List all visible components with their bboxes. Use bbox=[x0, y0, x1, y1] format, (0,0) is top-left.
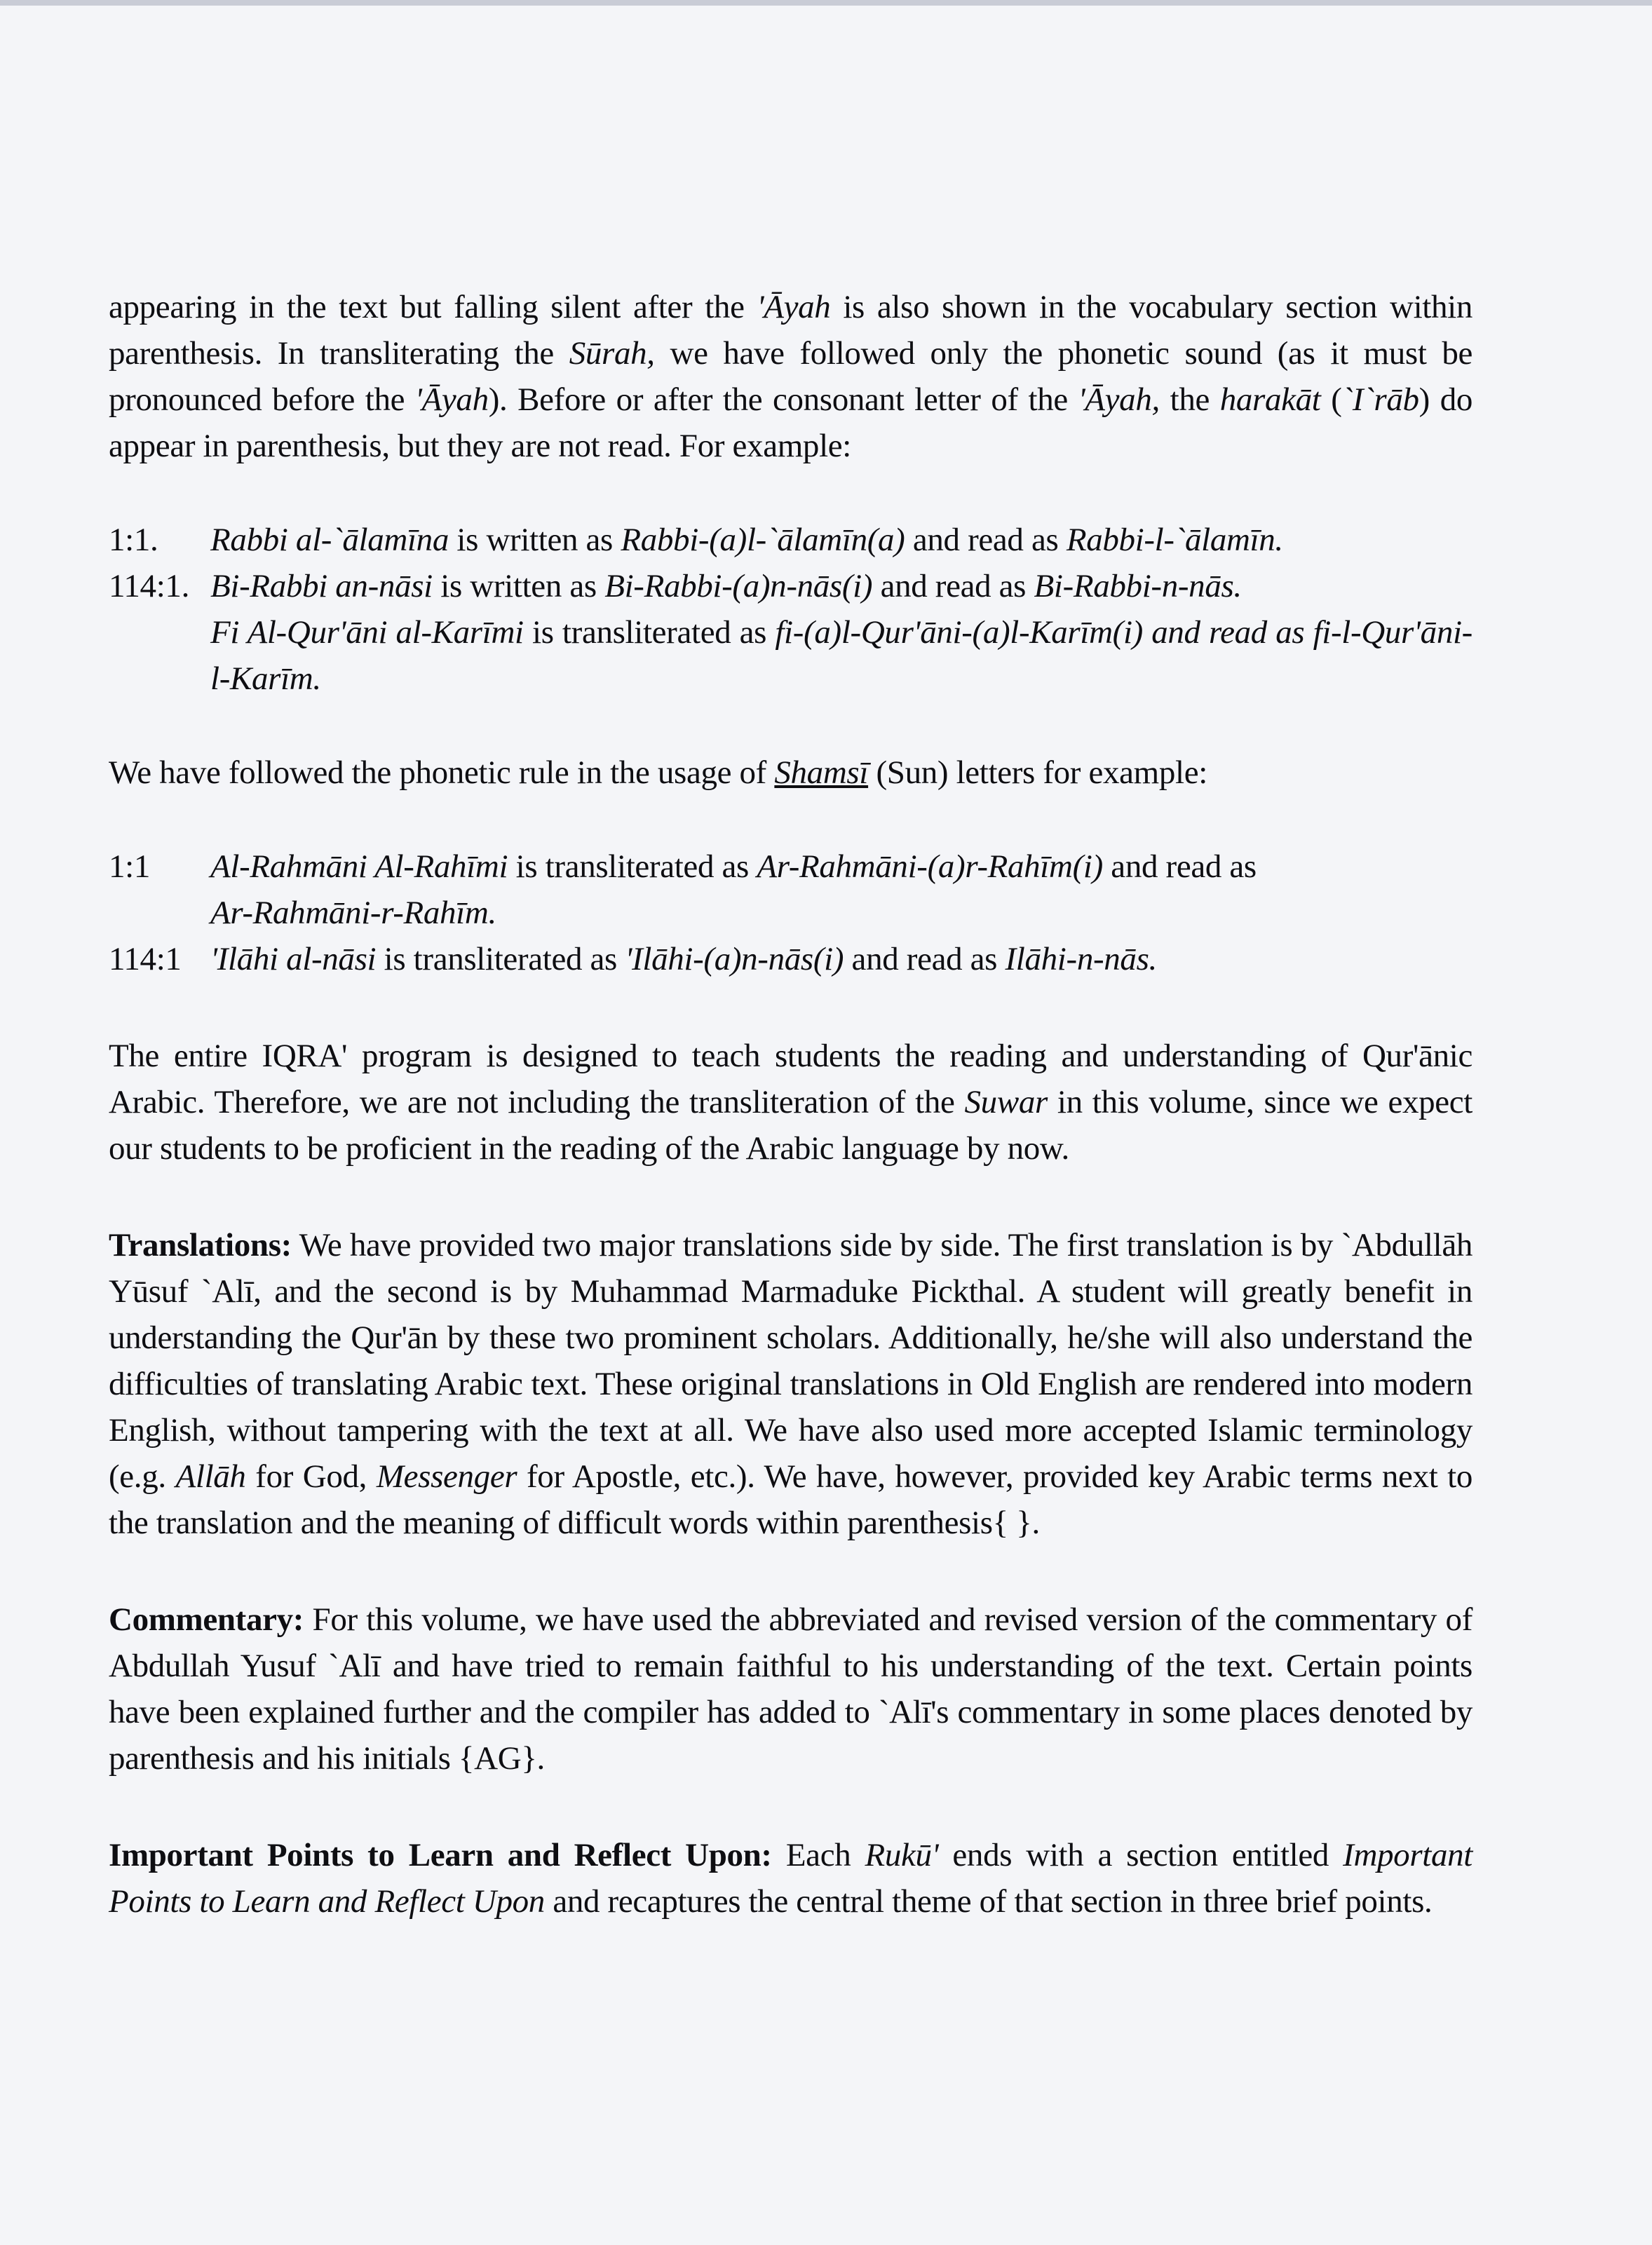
verse-number: 114:1 bbox=[109, 941, 182, 977]
important-points-heading: Important Points to Learn and Reflect Upon: bbox=[109, 1837, 772, 1873]
translations-paragraph: Translations: We have provided two major translations side by side. The first translation is by `Abdullāh Yūsuf `Alī, and the second is by Muhammad Marmaduke Pickthal. A student will greatly benefit in understanding the Qur'ān by these two prominent scholars. Additionally, he/she will also understand the difficulties of translating Arabic text. These original translations in Old English are rendered into modern English, without tampering with the text at all. We have also used more accepted Islamic terminology (e.g. Allāh for God, Messenger for Apostle, etc.). We have, however, provided key Arabic terms next to the translation and the meaning of difficult words within parenthesis{ }. bbox=[109, 1227, 1472, 1541]
shamsi-paragraph: We have followed the phonetic rule in the usage of Shamsī (Sun) letters for example: bbox=[109, 754, 1207, 791]
verse-number: 114:1. bbox=[109, 568, 189, 604]
commentary-heading: Commentary: bbox=[109, 1601, 304, 1638]
translations-heading: Translations: bbox=[109, 1227, 292, 1263]
iqra-paragraph: The entire IQRA' program is designed to teach students the reading and understanding of Qur'ānic Arabic. Therefore, we are not including the transliteration of the Suwar in this volume, since we expect our students to be proficient in the reading of the Arabic language by now. bbox=[109, 1038, 1472, 1167]
page-body bbox=[109, 284, 1472, 1925]
commentary-paragraph: Commentary: For this volume, we have used the abbreviated and revised version of the commentary of Abdullah Yusuf `Alī and have tried to remain faithful to his understanding of the text. Certain points have been explained further and the compiler has added to `Alī's commentary in some places denoted by parenthesis and his initials {AG}. bbox=[109, 1601, 1472, 1777]
example-line: 114:1 'Ilāhi al-nāsi is transliterated as 'Ilāhi-(a)n-nās(i) and read as Ilāhi-n-nās. bbox=[109, 936, 1472, 982]
example-line: 114:1. Bi-Rabbi an-nāsi is written as Bi-Rabbi-(a)n-nās(i) and read as Bi-Rabbi-n-nās. bbox=[109, 563, 1472, 609]
intro-paragraph: appearing in the text but falling silent after the 'Āyah is also shown in the vocabulary section within parenthesis. In transliterating the Sūrah, we have followed only the phonetic sound (as it must be pronounced before the 'Āyah). Before or after the consonant letter of the 'Āyah, the harakāt (`I`rāb) do appear in parenthesis, but they are not read. For example: bbox=[109, 289, 1473, 464]
verse-number: 1:1. bbox=[109, 522, 158, 558]
scan-edge bbox=[0, 0, 1652, 6]
example-line: 1:1 Al-Rahmāni Al-Rahīmi is transliterated as Ar-Rahmāni-(a)r-Rahīm(i) and read as Ar-Rahmāni-r-Rahīm. bbox=[109, 843, 1472, 936]
example-quran-line: Fi Al-Qur'āni al-Karīmi is transliterated as fi-(a)l-Qur'āni-(a)l-Karīm(i) and read as fi-l-Qur'āni-l-Karīm. bbox=[210, 614, 1472, 697]
verse-number: 1:1 bbox=[109, 848, 151, 885]
example-line: 1:1. Rabbi al-`ālamīna is written as Rabbi-(a)l-`ālamīn(a) and read as Rabbi-l-`ālamīn. bbox=[109, 517, 1472, 563]
important-points-paragraph: Important Points to Learn and Reflect Upon: Each Rukū' ends with a section entitled Important Points to Learn and Reflect Upon and recaptures the central theme of that section in three brief points. bbox=[109, 1837, 1472, 1920]
